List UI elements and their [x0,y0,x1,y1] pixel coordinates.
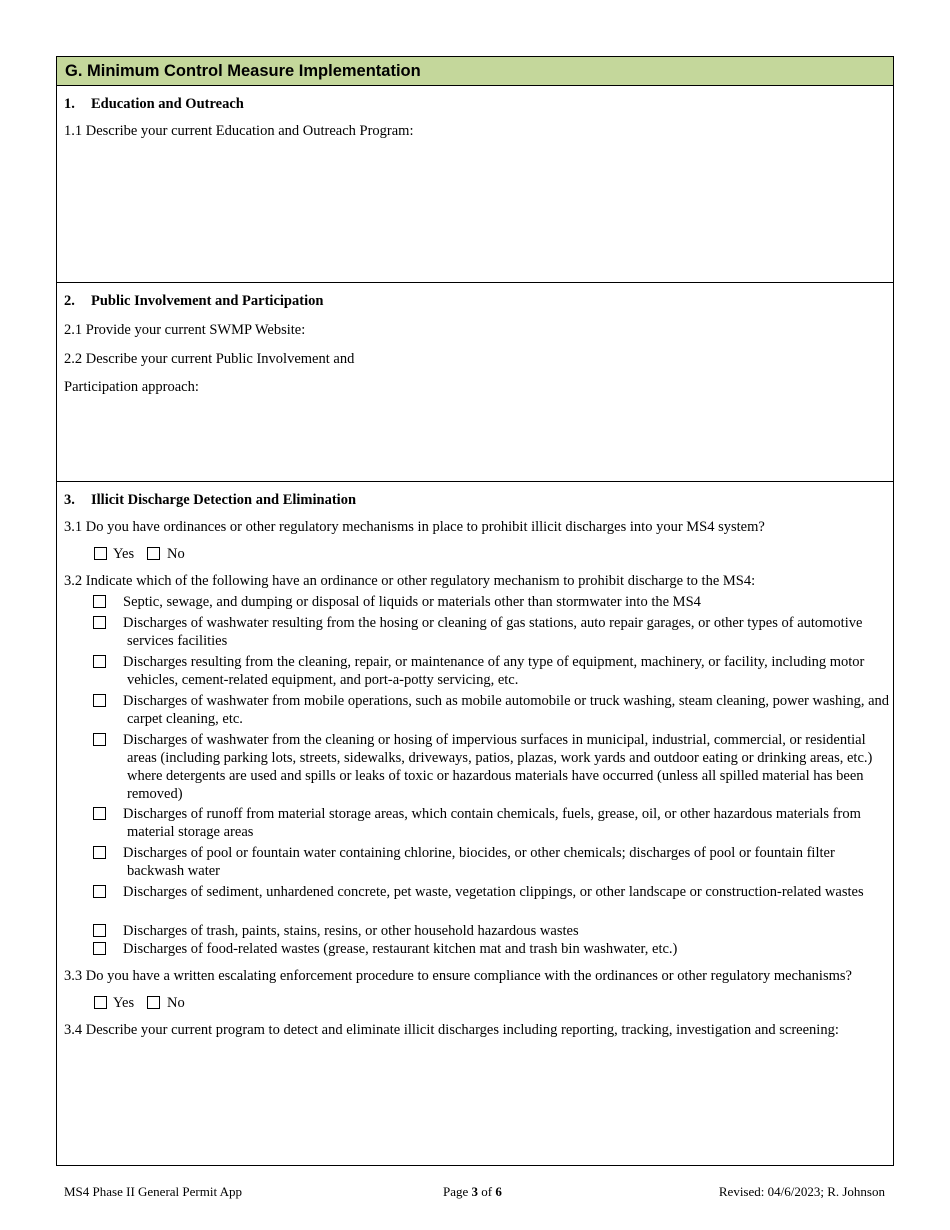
item-text: Discharges of washwater from mobile operations, such as mobile automobile or truck washing, steam cleaning, power washing, and carpet cleaning, etc. [123,693,890,727]
item-text: Discharges of food-related wastes (grease, restaurant kitchen mat and trash bin washwater, etc.) [123,941,678,957]
question-3-2: 3.2 Indicate which of the following have an ordinance or other regulatory mechanism to prohibit discharge to the MS4: [64,573,756,589]
section-3-heading: 3. Illicit Discharge Detection and Elimination [64,492,357,508]
answer-2-2-area[interactable] [64,401,886,475]
item-text: Discharges of trash, paints, stains, resins, or other household hazardous wastes [123,923,579,939]
item-checkbox[interactable] [93,655,106,668]
q3-3-no-checkbox[interactable] [147,996,160,1009]
website-field[interactable] [327,319,887,341]
item-text: Septic, sewage, and dumping or disposal of liquids or materials other than stormwater into the MS4 [123,594,701,610]
item-checkbox[interactable] [93,733,106,746]
answer-1-1-area[interactable] [64,144,886,274]
item-text: Discharges of runoff from material storage areas, which contain chemicals, fuels, grease, oil, or other hazardous materials from material storage areas [123,806,861,840]
page-current: 3 [471,1184,479,1199]
item-checkbox[interactable] [93,846,106,859]
item-checkbox[interactable] [93,616,106,629]
item-text: Discharges of washwater from the cleaning or hosing of impervious surfaces in municipal, industrial, commercial, or residential areas (including parking lots, streets, sidewalks, driveways, patios, plazas, work yards and outdoor eating or drinking areas, etc.) where detergents are used and spills or leaks of toxic or hazardous materials have occurred (unless all spilled material has been removed) [123,732,873,802]
section-header: G. Minimum Control Measure Implementation [57,57,893,86]
question-2-1: 2.1 Provide your current SWMP Website: [64,322,306,338]
item-checkbox[interactable] [93,807,106,820]
q3-1-no-label: No [167,546,185,562]
question-1-1: 1.1 Describe your current Education and Outreach Program: [64,123,414,139]
item-text: Discharges of washwater resulting from the hosing or cleaning of gas stations, auto repair garages, or other types of automotive services facilities [123,615,863,649]
answer-3-4-area[interactable] [64,1044,886,1156]
footer-form-name: MS4 Phase II General Permit App [64,1184,243,1199]
section-3-title: Illicit Discharge Detection and Elimination [91,492,357,508]
q3-3-no-label: No [167,995,185,1011]
item-text: Discharges of sediment, unhardened concrete, pet waste, vegetation clippings, or other landscape or construction-related wastes [123,884,864,900]
item-checkbox[interactable] [93,924,106,937]
item-checkbox[interactable] [93,885,106,898]
item-checkbox[interactable] [93,942,106,955]
question-3-1: 3.1 Do you have ordinances or other regulatory mechanisms in place to prohibit illicit discharges into your MS4 system? [64,519,765,535]
section-1-title: Education and Outreach [91,96,244,112]
form-frame [56,56,894,1166]
footer-revised: Revised: 04/6/2023; R. Johnson [718,1184,885,1199]
footer-page-number: Page 3 of 6 [443,1184,502,1199]
question-3-4: 3.4 Describe your current program to detect and eliminate illicit discharges including reporting, tracking, investigation and screening: [64,1022,839,1038]
section-1-heading: 1. Education and Outreach [64,96,244,112]
section-2-heading: 2. Public Involvement and Participation [64,293,324,309]
q3-1-yes-checkbox[interactable] [94,547,107,560]
item-checkbox[interactable] [93,694,106,707]
item-text: Discharges of pool or fountain water containing chlorine, biocides, or other chemicals; discharges of pool or fountain filter backwash water [123,845,835,879]
section-education-outreach [57,86,893,283]
q3-3-yes-label: Yes [113,995,135,1011]
q3-1-no-checkbox[interactable] [147,547,160,560]
question-2-2-line1: 2.2 Describe your current Public Involvement and [64,351,355,367]
section-2-title: Public Involvement and Participation [91,293,324,309]
item-checkbox[interactable] [93,595,106,608]
section-illicit-discharge [57,482,893,1165]
section-public-involvement [57,283,893,482]
item-text: Discharges resulting from the cleaning, repair, or maintenance of any type of equipment, machinery, or facility, including motor vehicles, cement-related equipment, and port-a-potty servicing, etc. [123,654,865,688]
question-2-2-line2: Participation approach: [64,379,199,395]
question-3-3: 3.3 Do you have a written escalating enforcement procedure to ensure compliance with the ordinances or other regulatory mechanisms? [64,968,852,984]
q3-1-yes-label: Yes [113,546,135,562]
page-total: 6 [495,1184,502,1199]
q3-3-yes-checkbox[interactable] [94,996,107,1009]
